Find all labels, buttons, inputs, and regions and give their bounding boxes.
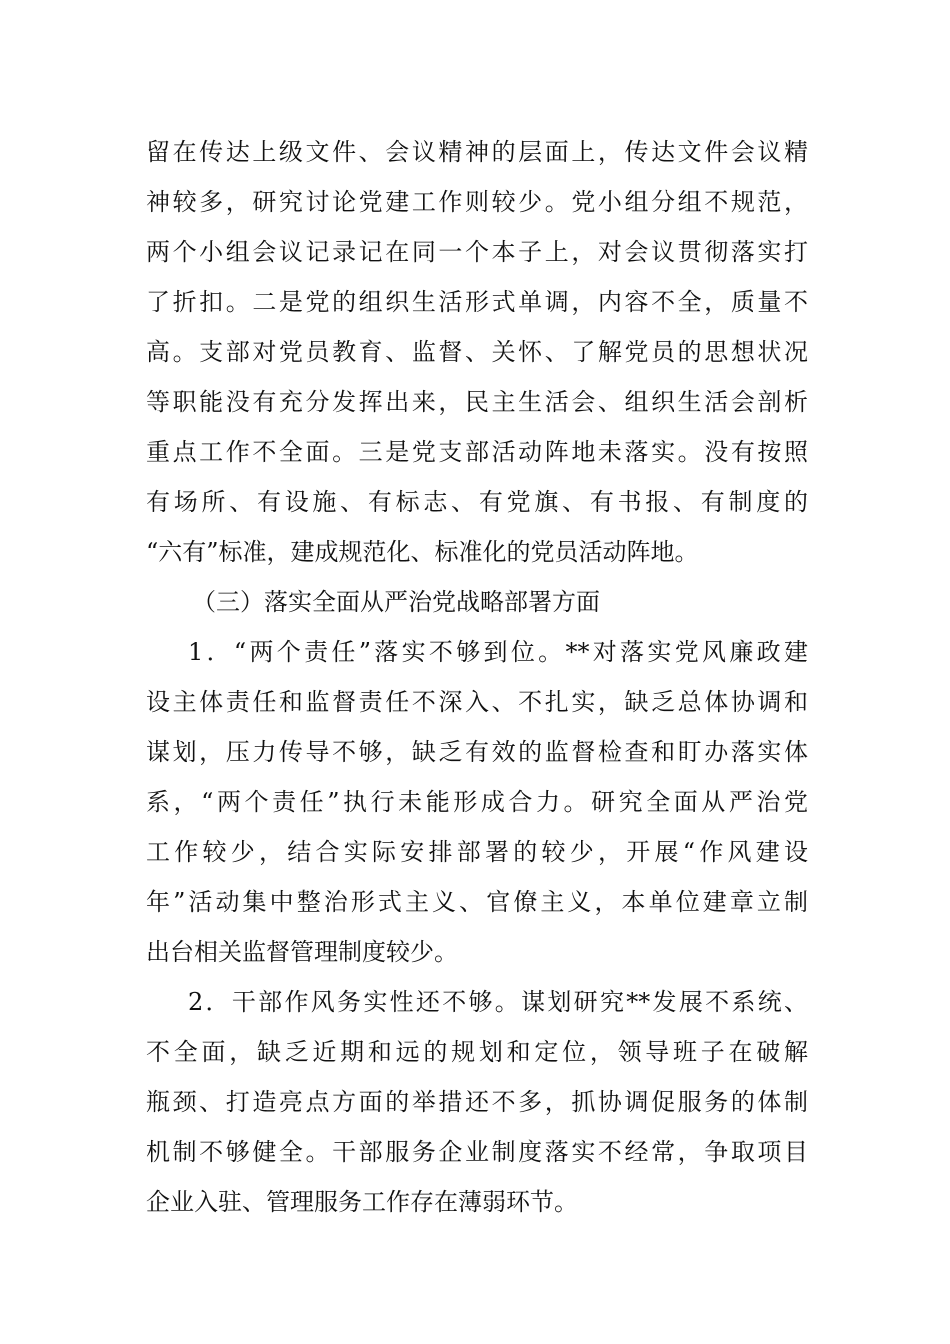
text-line: 瓶颈、打造亮点方面的举措还不多，抓协调促服务的体制 xyxy=(146,1088,808,1116)
text-line: 不全面，缺乏近期和远的规划和定位，领导班子在破解 xyxy=(146,1038,808,1066)
text-line: 系，“两个责任”执行未能形成合力。研究全面从严治党 xyxy=(146,788,808,816)
text-line: 高。支部对党员教育、监督、关怀、了解党员的思想状况 xyxy=(146,338,808,366)
text-line: 重点工作不全面。三是党支部活动阵地未落实。没有按照 xyxy=(146,438,808,466)
text-line: 等职能没有充分发挥出来，民主生活会、组织生活会剖析 xyxy=(146,388,808,416)
section-heading: （三）落实全面从严治党战略部署方面 xyxy=(192,588,600,616)
text-line: 留在传达上级文件、会议精神的层面上，传达文件会议精 xyxy=(146,138,808,166)
text-line: 1．“两个责任”落实不够到位。**对落实党风廉政建 xyxy=(188,638,808,666)
text-line: 出台相关监督管理制度较少。 xyxy=(146,938,458,966)
text-line: “六有”标准，建成规范化、标准化的党员活动阵地。 xyxy=(146,538,699,566)
text-line: 机制不够健全。干部服务企业制度落实不经常，争取项目 xyxy=(146,1138,808,1166)
text-line: 两个小组会议记录记在同一个本子上，对会议贯彻落实打 xyxy=(146,238,808,266)
text-line: 年”活动集中整治形式主义、官僚主义，本单位建章立制 xyxy=(146,888,808,916)
text-line: 神较多，研究讨论党建工作则较少。党小组分组不规范， xyxy=(146,188,808,216)
text-line: 有场所、有设施、有标志、有党旗、有书报、有制度的 xyxy=(146,488,808,516)
text-line: 工作较少，结合实际安排部署的较少，开展“作风建设 xyxy=(146,838,808,866)
text-line: 设主体责任和监督责任不深入、不扎实，缺乏总体协调和 xyxy=(146,688,808,716)
text-line: 了折扣。二是党的组织生活形式单调，内容不全，质量不 xyxy=(146,288,808,316)
text-line: 企业入驻、管理服务工作存在薄弱环节。 xyxy=(146,1188,578,1216)
text-line: 2．干部作风务实性还不够。谋划研究**发展不系统、 xyxy=(188,988,808,1016)
body-text xyxy=(146,127,808,1227)
text-line: 谋划，压力传导不够，缺乏有效的监督检查和盯办落实体 xyxy=(146,738,808,766)
